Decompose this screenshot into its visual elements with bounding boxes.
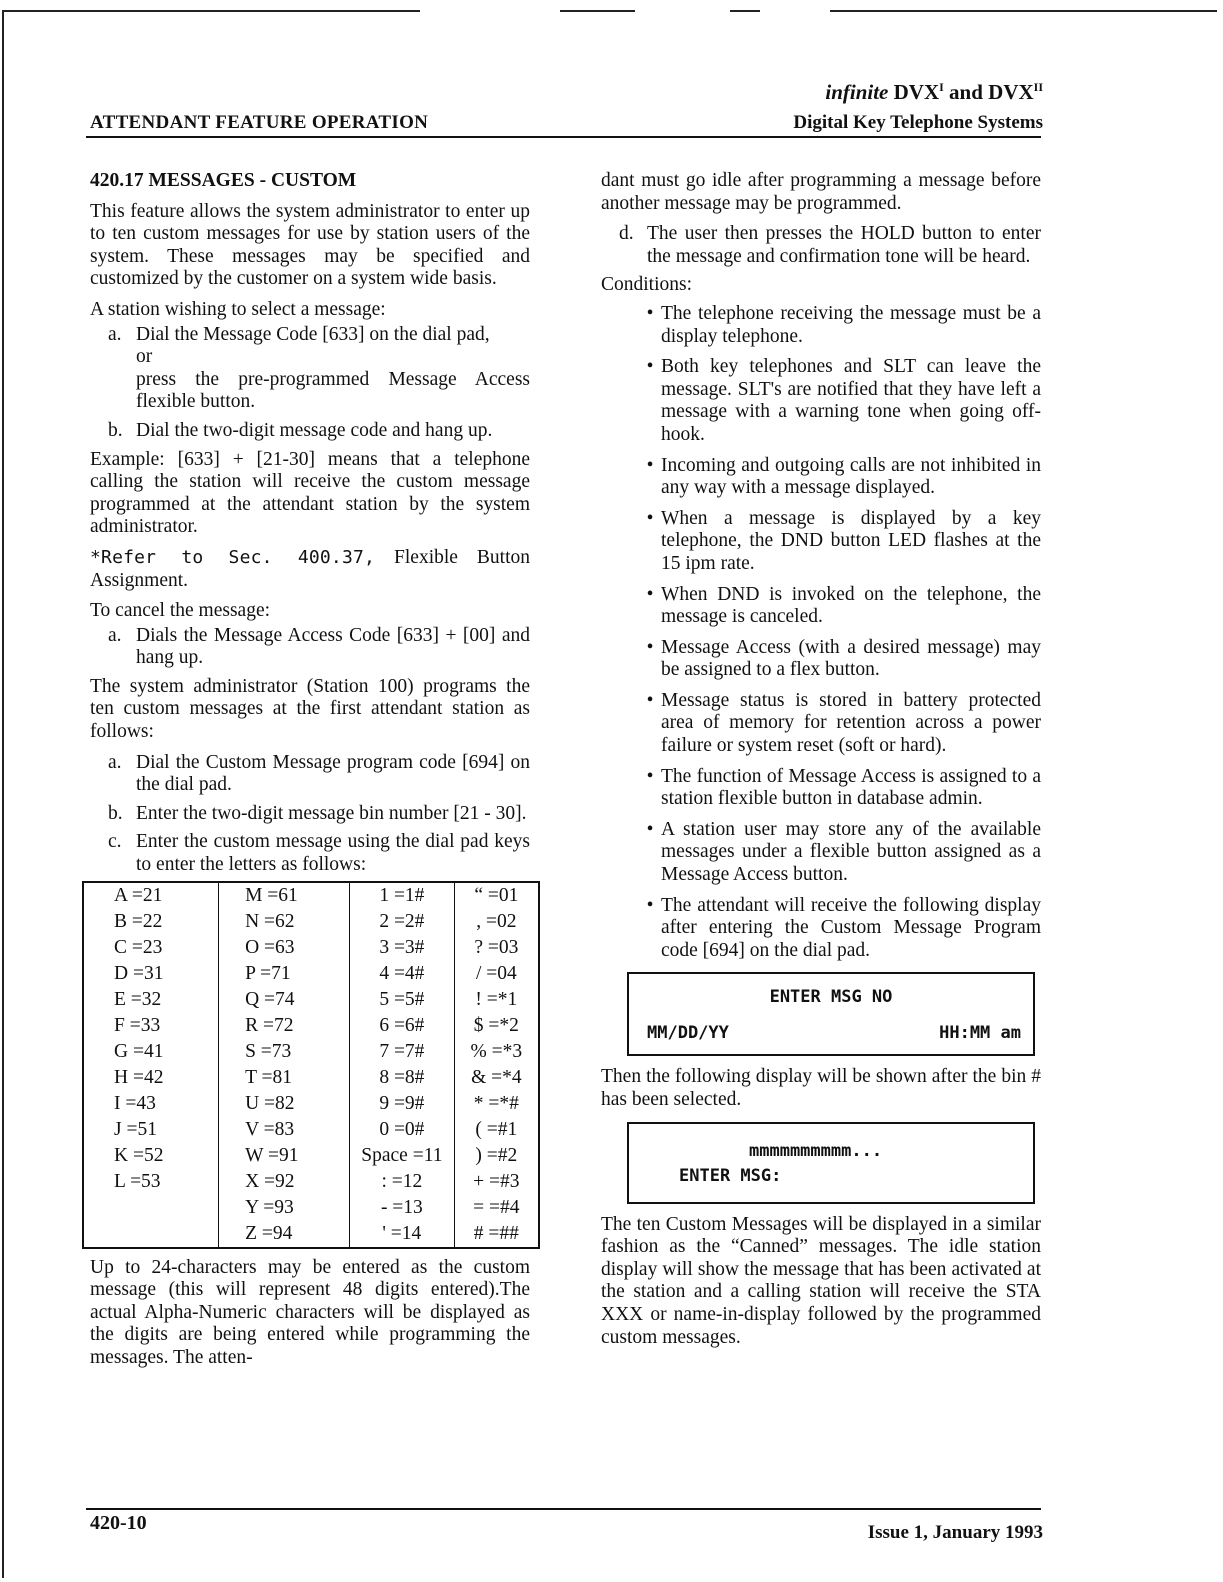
bullet-icon: • [646, 356, 654, 378]
step-a-text1: Dial the Message Code [633] on the dial pad, [136, 323, 490, 345]
table-cell: 1 =1# [350, 882, 455, 909]
condition-text: The telephone receiving the message must be a display telephone. [661, 302, 1041, 347]
condition-text: The function of Message Access is assigned to a station flexible button in database admin. [661, 765, 1041, 810]
section-title: 420.17 MESSAGES - CUSTOM [90, 170, 357, 191]
final-paragraph: The ten Custom Messages will be displayed in a similar fashion as the “Canned” messages. The idle station display will show the message that has been activated at the station and a calling station will receive the STA XXX or name-in-display followed by the programmed custom messages. [601, 1213, 1041, 1348]
table-cell: = =#4 [454, 1195, 539, 1221]
table-cell: C =23 [83, 935, 219, 961]
table-cell: + =#3 [454, 1169, 539, 1195]
table-cell: Q =74 [219, 987, 350, 1013]
left-column [90, 170, 530, 1378]
step-label: b. [108, 419, 123, 441]
table-cell: Z =94 [219, 1221, 350, 1248]
condition-text: When DND is invoked on the telephone, the message is canceled. [661, 583, 1041, 628]
step-text: Dial the Custom Message program code [694] on the dial pad. [136, 751, 530, 796]
list-item [601, 819, 1041, 887]
table-cell: T =81 [219, 1065, 350, 1091]
table-cell: H =42 [83, 1065, 219, 1091]
condition-text: Incoming and outgoing calls are not inhibited in any way with a message displayed. [661, 454, 1041, 499]
example-paragraph: Example: [633] + [21-30] means that a telephone calling the station will receive the custom message programmed at the attendant station by the system administrator. [90, 448, 530, 538]
lcd-enter-msg: ENTER MSG: [679, 1166, 782, 1186]
header-rule [86, 136, 1041, 138]
table-cell: & =*4 [454, 1065, 539, 1091]
table-cell: 3 =3# [350, 935, 455, 961]
table-cell [83, 1195, 219, 1221]
table-cell: - =13 [350, 1195, 455, 1221]
condition-text: The attendant will receive the following display after entering the Custom Message Program code [694] on the dial pad. [661, 894, 1041, 961]
bullet-icon: • [646, 818, 654, 840]
border-gap [760, 8, 830, 14]
table-row [83, 1013, 539, 1039]
lcd-line-1: ENTER MSG NO [769, 987, 893, 1008]
table-cell: K =52 [83, 1143, 219, 1169]
step-text: Dials the Message Access Code [633] + [00] and hang up. [136, 624, 530, 669]
condition-text: When a message is displayed by a key telephone, the DND button LED flashes at the 15 ipm rate. [661, 507, 1041, 574]
lcd-date: MM/DD/YY [647, 1022, 729, 1043]
table-row [83, 1169, 539, 1195]
table-cell: / =04 [454, 961, 539, 987]
table-cell: ? =03 [454, 935, 539, 961]
select-heading: A station wishing to select a message: [90, 298, 386, 320]
table-cell [83, 1221, 219, 1248]
lcd-display-enter-msg-no [627, 972, 1035, 1056]
table-row [83, 1195, 539, 1221]
bullet-icon: • [646, 636, 654, 658]
brand-dvx: DVX [893, 80, 940, 104]
program-intro: The system administrator (Station 100) programs the ten custom messages at the first attendant station as follows: [90, 675, 530, 743]
list-item [601, 356, 1041, 446]
table-cell: * =*# [454, 1091, 539, 1117]
table-cell: ) =#2 [454, 1143, 539, 1169]
bullet-icon: • [646, 894, 654, 916]
step-text: Enter the custom message using the dial pad keys to enter the letters as follows: [136, 831, 530, 876]
table-row [83, 1143, 539, 1169]
table-row [83, 961, 539, 987]
cancel-heading: To cancel the message: [90, 600, 271, 622]
step-text [136, 324, 530, 414]
section-header: ATTENDANT FEATURE OPERATION [90, 112, 429, 133]
step-text: Enter the two-digit message bin number [21 - 30]. [136, 802, 527, 824]
refer-paragraph [90, 547, 530, 592]
lcd-time: HH:MM am [939, 1022, 1021, 1043]
bullet-icon: • [646, 454, 654, 476]
page-number: 420-10 [90, 1512, 147, 1534]
dial-code-table [82, 881, 540, 1249]
bullet-icon: • [646, 507, 654, 529]
list-item [601, 303, 1041, 348]
table-cell: O =63 [219, 935, 350, 961]
issue-date: Issue 1, January 1993 [867, 1522, 1043, 1543]
select-step-a [90, 324, 530, 414]
lcd-message-line: mmmmmmmmmm... [749, 1140, 883, 1161]
program-step-a [90, 752, 530, 797]
table-cell: F =33 [83, 1013, 219, 1039]
table-cell: D =31 [83, 961, 219, 987]
table-row [83, 1117, 539, 1143]
table-cell: J =51 [83, 1117, 219, 1143]
continued-paragraph: dant must go idle after programming a message before another message may be programmed. [601, 170, 1041, 214]
select-step-b [90, 420, 530, 443]
bullet-icon: • [646, 689, 654, 711]
list-item [601, 895, 1041, 963]
table-cell: : =12 [350, 1169, 455, 1195]
after-bin-paragraph: Then the following display will be shown after the bin # has been selected. [601, 1066, 1041, 1110]
condition-text: A station user may store any of the available messages under a flexible button assigned as a Message Access button. [661, 818, 1041, 886]
header-subtitle: Digital Key Telephone Systems [793, 112, 1043, 133]
table-cell: “ =01 [454, 882, 539, 909]
table-cell: 5 =5# [350, 987, 455, 1013]
conditions-list [601, 303, 1041, 962]
table-row [83, 909, 539, 935]
intro-paragraph: This feature allows the system administrator to enter up to ten custom messages for use by station users of the system. These messages may be specified and customized by the customer on a system wide basis. [90, 200, 530, 290]
table-cell: I =43 [83, 1091, 219, 1117]
step-label: b. [108, 802, 123, 824]
header-brand [825, 80, 1043, 105]
border-gap [420, 8, 560, 14]
table-row [83, 987, 539, 1013]
refer-code: *Refer to Sec. 400.37, [90, 546, 376, 568]
list-item [601, 455, 1041, 500]
table-cell: 9 =9# [350, 1091, 455, 1117]
bullet-icon: • [646, 765, 654, 787]
table-cell: L =53 [83, 1169, 219, 1195]
table-row [83, 1091, 539, 1117]
list-item [601, 637, 1041, 682]
brand-sup2: II [1033, 80, 1043, 94]
table-row [83, 1221, 539, 1248]
table-cell: B =22 [83, 909, 219, 935]
table-cell: A =21 [83, 882, 219, 909]
table-cell: 6 =6# [350, 1013, 455, 1039]
program-step-b [90, 803, 530, 826]
table-cell: Y =93 [219, 1195, 350, 1221]
list-item [601, 766, 1041, 811]
border-gap [635, 8, 730, 14]
table-cell: % =*3 [454, 1039, 539, 1065]
bullet-icon: • [646, 583, 654, 605]
condition-text: Message Access (with a desired message) may be assigned to a flex button. [661, 636, 1041, 681]
table-cell: E =32 [83, 987, 219, 1013]
table-cell: N =62 [219, 909, 350, 935]
table-cell: ( =#1 [454, 1117, 539, 1143]
table-row [83, 882, 539, 909]
refer-rest: Flexible Button Assignment. [90, 546, 531, 591]
step-a-or: or [136, 346, 153, 368]
step-label: a. [108, 751, 122, 773]
step-label: d. [619, 223, 634, 245]
brand-and: and DVX [949, 80, 1034, 104]
table-cell: ' =14 [350, 1221, 455, 1248]
table-row [83, 1039, 539, 1065]
table-cell: G =41 [83, 1039, 219, 1065]
table-cell: P =71 [219, 961, 350, 987]
table-cell: 8 =8# [350, 1065, 455, 1091]
list-item [601, 508, 1041, 576]
step-label: a. [108, 624, 122, 646]
condition-text: Both key telephones and SLT can leave the message. SLT's are notified that they have left a message with a warning tone when going off-hook. [661, 356, 1041, 445]
brand-italic: infinite [825, 80, 889, 104]
cancel-step-a [90, 625, 530, 670]
footer-rule [86, 1508, 1041, 1510]
table-cell: 2 =2# [350, 909, 455, 935]
condition-text: Message status is stored in battery protected area of memory for retention across a power failure or system reset (soft or hard). [661, 689, 1041, 757]
table-cell: R =72 [219, 1013, 350, 1039]
table-cell: # =## [454, 1221, 539, 1248]
list-item [601, 584, 1041, 629]
list-item [601, 690, 1041, 758]
lcd-display-enter-msg [627, 1122, 1035, 1204]
table-cell: W =91 [219, 1143, 350, 1169]
closing-paragraph: Up to 24-characters may be entered as the custom message (this will represent 48 digits entered).The actual Alpha-Numeric characters will be displayed as the digits are being entered while programming the messages. The atten- [90, 1256, 530, 1368]
table-cell: 4 =4# [350, 961, 455, 987]
bullet-icon: • [646, 302, 654, 324]
program-step-c [90, 831, 530, 876]
step-text: Dial the two-digit message code and hang up. [136, 419, 493, 441]
brand-sup1: I [939, 80, 944, 94]
step-a-text2: press the pre-programmed Message Access flexible button. [136, 368, 530, 413]
table-cell: 7 =7# [350, 1039, 455, 1065]
step-text: The user then presses the HOLD button to enter the message and confirmation tone will be heard. [647, 223, 1041, 267]
table-cell: , =02 [454, 909, 539, 935]
table-cell: U =82 [219, 1091, 350, 1117]
right-column [601, 170, 1041, 1357]
table-cell: S =73 [219, 1039, 350, 1065]
table-cell: M =61 [219, 882, 350, 909]
step-label: a. [108, 323, 122, 345]
table-cell: $ =*2 [454, 1013, 539, 1039]
conditions-heading: Conditions: [601, 274, 693, 296]
table-row [83, 1065, 539, 1091]
step-label: c. [108, 831, 122, 853]
table-cell: ! =*1 [454, 987, 539, 1013]
table-cell: 0 =0# [350, 1117, 455, 1143]
table-cell: Space =11 [350, 1143, 455, 1169]
table-cell: X =92 [219, 1169, 350, 1195]
table-cell: V =83 [219, 1117, 350, 1143]
program-step-d [601, 223, 1041, 268]
table-row [83, 935, 539, 961]
